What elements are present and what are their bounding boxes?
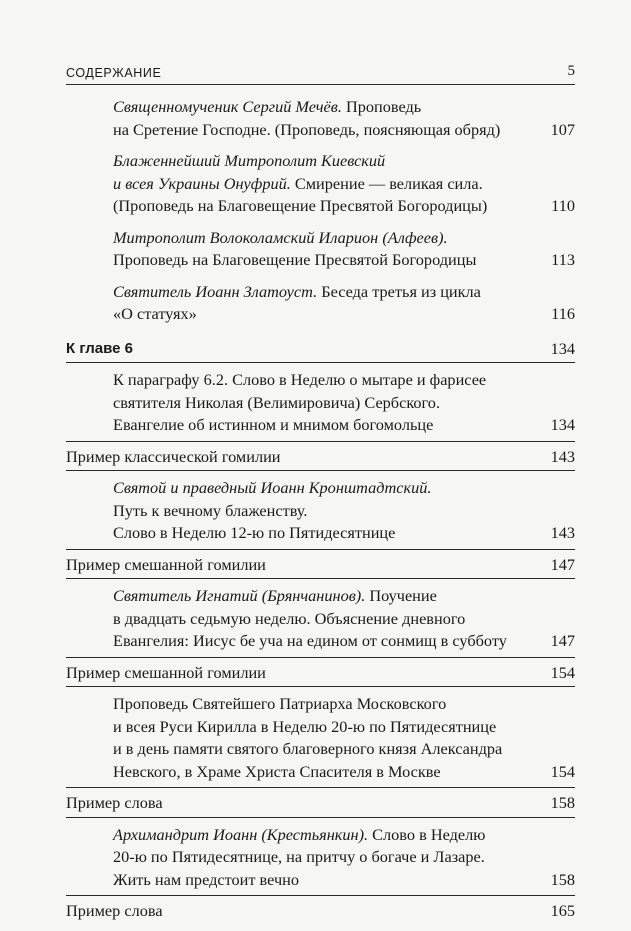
toc-page-number: 110 bbox=[551, 196, 575, 215]
toc-page-number: 116 bbox=[551, 304, 575, 323]
toc-entry-author: Священномученик Сергий Мечёв. bbox=[113, 97, 342, 116]
toc-entry[interactable] bbox=[66, 477, 575, 545]
toc-entry-title: К параграфу 6.2. Слово в Неделю о мытаре и фарисее bbox=[113, 370, 487, 389]
toc-page-number: 165 bbox=[550, 901, 575, 920]
toc-section-heading[interactable] bbox=[66, 895, 575, 925]
toc-section-heading[interactable] bbox=[66, 657, 575, 688]
toc-entry-text bbox=[113, 369, 535, 437]
toc-entry[interactable] bbox=[66, 585, 575, 653]
toc-entry-text bbox=[113, 477, 535, 545]
toc-page-number: 158 bbox=[550, 869, 575, 889]
toc-entry-title: Путь к вечному блаженству. bbox=[113, 500, 308, 520]
toc-entry-title: Проповедь bbox=[341, 97, 422, 116]
toc-entry-title: на Сретение Господне. (Проповедь, поясняющая обряд) bbox=[113, 119, 501, 139]
toc-entry-text bbox=[113, 281, 535, 326]
toc-page-number: 158 bbox=[550, 793, 575, 812]
toc-entry-title: в двадцать седьмую неделю. Объяснение дневного bbox=[113, 608, 466, 628]
toc-entry[interactable] bbox=[66, 369, 575, 437]
toc-entry-title: Невского, в Храме Христа Спасителя в Москве bbox=[113, 761, 441, 781]
toc-page-number: 113 bbox=[551, 250, 575, 269]
section-label: Пример слова bbox=[66, 901, 163, 920]
toc-entry-text bbox=[113, 693, 535, 783]
toc-entry-title: и всея Руси Кирилла в Неделю 20-ю по Пятидесятнице bbox=[113, 716, 497, 736]
table-of-contents bbox=[66, 96, 575, 931]
toc-section-heading[interactable] bbox=[66, 549, 575, 580]
toc-page-number: 134 bbox=[550, 338, 575, 358]
toc-entry-title: и в день памяти святого благоверного князя Александра bbox=[113, 739, 503, 758]
section-label: Пример смешанной гомилии bbox=[66, 662, 266, 682]
toc-entry-title: Смирение — великая сила. bbox=[290, 173, 483, 193]
header-rule bbox=[66, 84, 575, 85]
toc-entry-text bbox=[113, 824, 535, 892]
toc-entry-author: Святитель Игнатий (Брянчанинов). bbox=[113, 586, 366, 605]
toc-entry-title: Проповедь на Благовещение Пресвятой Богородицы bbox=[113, 250, 477, 269]
toc-page-number: 154 bbox=[550, 662, 575, 682]
toc-entry[interactable] bbox=[66, 693, 575, 783]
toc-entry-title: Беседа третья из цикла bbox=[317, 281, 481, 301]
toc-entry-author: Архимандрит Иоанн (Крестьянкин). bbox=[113, 824, 369, 844]
toc-entry-title: 20-ю по Пятидесятнице, на притчу о богаче и Лазаре. bbox=[113, 847, 485, 866]
toc-page-number: 143 bbox=[550, 446, 575, 466]
toc-section-heading[interactable] bbox=[66, 787, 575, 818]
toc-page-number: 147 bbox=[550, 631, 575, 650]
toc-entry[interactable] bbox=[66, 824, 575, 892]
toc-entry[interactable] bbox=[66, 150, 575, 218]
running-head-title: СОДЕРЖАНИЕ bbox=[66, 66, 162, 80]
toc-chapter-heading[interactable] bbox=[66, 338, 575, 364]
toc-entry[interactable] bbox=[66, 281, 575, 326]
section-label: Пример смешанной гомилии bbox=[66, 554, 266, 574]
toc-page-number: 134 bbox=[550, 415, 575, 434]
toc-entry-author: Святой и праведный Иоанн Кронштадтский. bbox=[113, 478, 432, 497]
toc-entry-title: Евангелия: Иисус бе уча на едином от сонмищ в субботу bbox=[113, 631, 507, 650]
running-head bbox=[66, 62, 575, 80]
toc-entry[interactable] bbox=[66, 96, 575, 141]
chapter-label: К главе 6 bbox=[66, 339, 133, 357]
toc-entry-title: святителя Николая (Велимировича) Сербского. bbox=[113, 392, 441, 412]
toc-entry-title: «О статуях» bbox=[113, 304, 197, 323]
toc-entry-title: Поучение bbox=[365, 586, 437, 605]
toc-entry-title: Евангелие об истинном и мнимом богомольце bbox=[113, 415, 434, 434]
section-label: Пример классической гомилии bbox=[66, 446, 281, 466]
toc-section-heading[interactable] bbox=[66, 441, 575, 472]
toc-entry-text bbox=[113, 150, 535, 218]
toc-page-number: 154 bbox=[550, 761, 575, 781]
toc-entry-text bbox=[113, 585, 535, 653]
toc-entry-author: и всея Украины Онуфрий. bbox=[113, 173, 291, 193]
page-number: 5 bbox=[567, 63, 575, 79]
toc-page-number: 143 bbox=[550, 523, 575, 542]
toc-entry-author: Блаженнейший Митрополит Киевский bbox=[113, 151, 386, 170]
toc-page-number: 147 bbox=[550, 554, 575, 574]
toc-entry-author: Святитель Иоанн Златоуст. bbox=[113, 281, 318, 301]
toc-entry-title: Слово в Неделю 12-ю по Пятидесятнице bbox=[113, 523, 396, 542]
section-label: Пример слова bbox=[66, 793, 163, 812]
toc-entry-title: Проповедь Святейшего Патриарха Московского bbox=[113, 694, 447, 713]
toc-page-number: 107 bbox=[550, 119, 575, 139]
toc-entry-text bbox=[113, 227, 535, 272]
toc-entry-title: Слово в Неделю bbox=[368, 824, 486, 844]
toc-entry-text bbox=[113, 96, 535, 141]
toc-entry-title: Жить нам предстоит вечно bbox=[113, 869, 299, 889]
toc-entry-author: Митрополит Волоколамский Иларион (Алфеев). bbox=[113, 227, 448, 247]
toc-entry-title: (Проповедь на Благовещение Пресвятой Богородицы) bbox=[113, 196, 488, 215]
toc-entry[interactable] bbox=[66, 227, 575, 272]
